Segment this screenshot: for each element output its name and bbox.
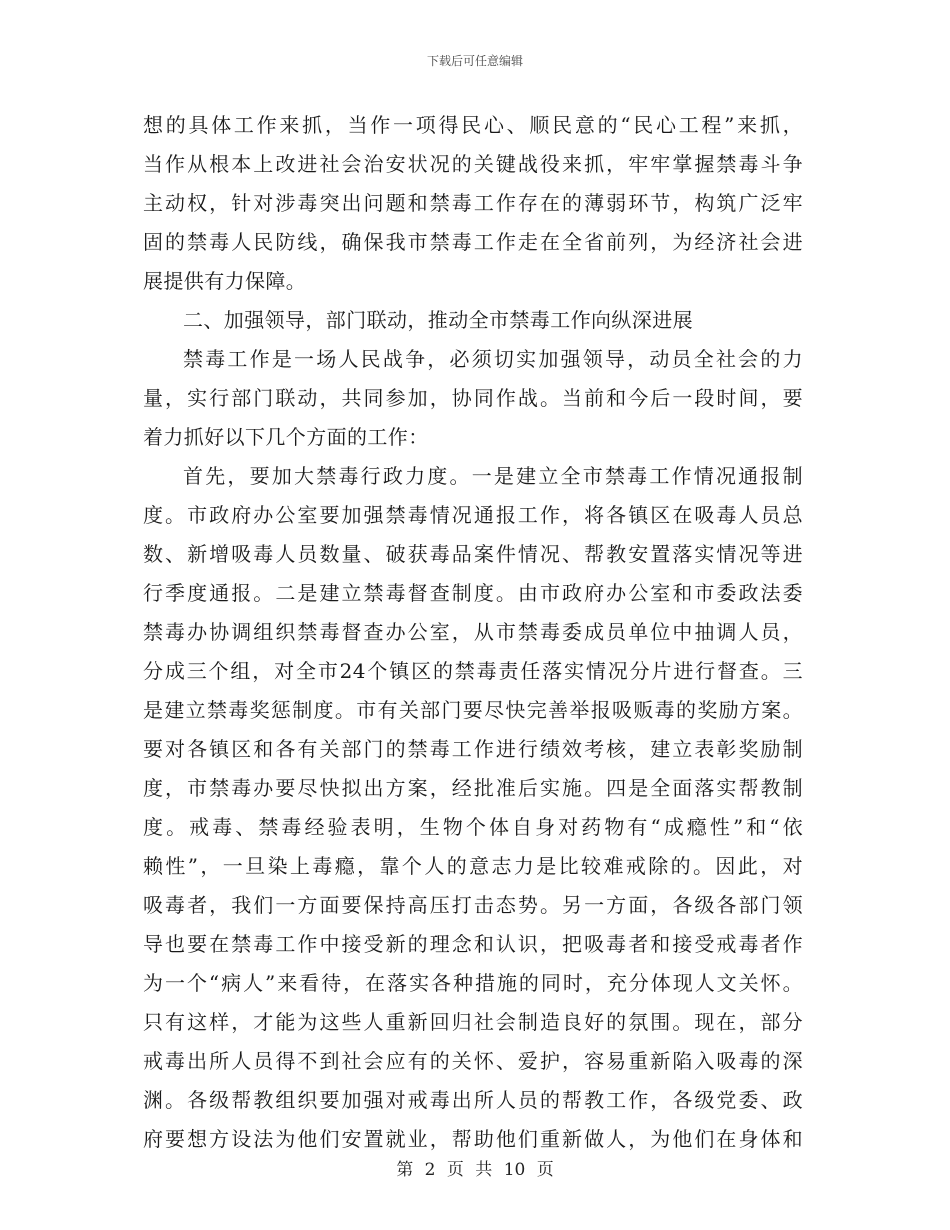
text-line: 赖性”，一旦染上毒瘾，靠个人的意志力是比较难戒除的。因此，对 (143, 854, 803, 878)
text-line: 只有这样，才能为这些人重新回归社会制造良好的氛围。现在，部分 (143, 1010, 803, 1034)
text-line: 渊。各级帮教组织要加强对戒毒出所人员的帮教工作，各级党委、政 (143, 1088, 803, 1112)
text-line: 当作从根本上改进社会治安状况的关键战役来抓，牢牢掌握禁毒斗争 (143, 152, 803, 176)
text-line: 度，市禁毒办要尽快拟出方案，经批准后实施。四是全面落实帮教制 (143, 776, 803, 800)
text-line: 府要想方设法为他们安置就业，帮助他们重新做人，为他们在身体和 (143, 1127, 803, 1151)
text-line: 吸毒者，我们一方面要保持高压打击态势。另一方面，各级各部门领 (143, 893, 803, 917)
text-line: 量，实行部门联动，共同参加，协同作战。当前和今后一段时间，要 (143, 386, 803, 410)
text-line: 为一个“病人”来看待，在落实各种措施的同时，充分体现人文关怀。 (143, 971, 803, 995)
text-line: 禁毒工作是一场人民战争，必须切实加强领导，动员全社会的力 (183, 347, 803, 371)
text-line: 度。市政府办公室要加强禁毒情况通报工作，将各镇区在吸毒人员总 (143, 503, 803, 527)
text-line: 着力抓好以下几个方面的工作： (143, 425, 429, 449)
page-footer: 第 2 页 共 10 页 (396, 1160, 554, 1180)
text-line: 行季度通报。二是建立禁毒督查制度。由市政府办公室和市委政法委 (143, 581, 803, 605)
text-line: 禁毒办协调组织禁毒督查办公室，从市禁毒委成员单位中抽调人员， (143, 620, 803, 644)
page-header: 下载后可任意编辑 (426, 54, 523, 68)
text-line: 是建立禁毒奖惩制度。市有关部门要尽快完善举报吸贩毒的奖励方案。 (143, 698, 803, 722)
text-line: 戒毒出所人员得不到社会应有的关怀、爱护，容易重新陷入吸毒的深 (143, 1049, 803, 1073)
text-line: 度。戒毒、禁毒经验表明，生物个体自身对药物有“成瘾性”和“依 (143, 815, 803, 839)
text-line: 想的具体工作来抓，当作一项得民心、顺民意的“民心工程”来抓， (143, 113, 803, 137)
text-line: 主动权，针对涉毒突出问题和禁毒工作存在的薄弱环节，构筑广泛牢 (143, 191, 803, 215)
text-line: 数、新增吸毒人员数量、破获毒品案件情况、帮教安置落实情况等进 (143, 542, 803, 566)
text-line: 导也要在禁毒工作中接受新的理念和认识，把吸毒者和接受戒毒者作 (143, 932, 803, 956)
section-heading: 二、加强领导，部门联动，推动全市禁毒工作向纵深进展 (183, 308, 693, 332)
text-line: 展提供有力保障。 (143, 269, 307, 293)
text-line: 分成三个组，对全市24个镇区的禁毒责任落实情况分片进行督查。三 (143, 659, 803, 683)
text-line: 要对各镇区和各有关部门的禁毒工作进行绩效考核，建立表彰奖励制 (143, 737, 803, 761)
text-line: 首先，要加大禁毒行政力度。一是建立全市禁毒工作情况通报制 (183, 464, 803, 488)
text-line: 固的禁毒人民防线，确保我市禁毒工作走在全省前列，为经济社会进 (143, 230, 803, 254)
body-text (143, 106, 803, 1159)
